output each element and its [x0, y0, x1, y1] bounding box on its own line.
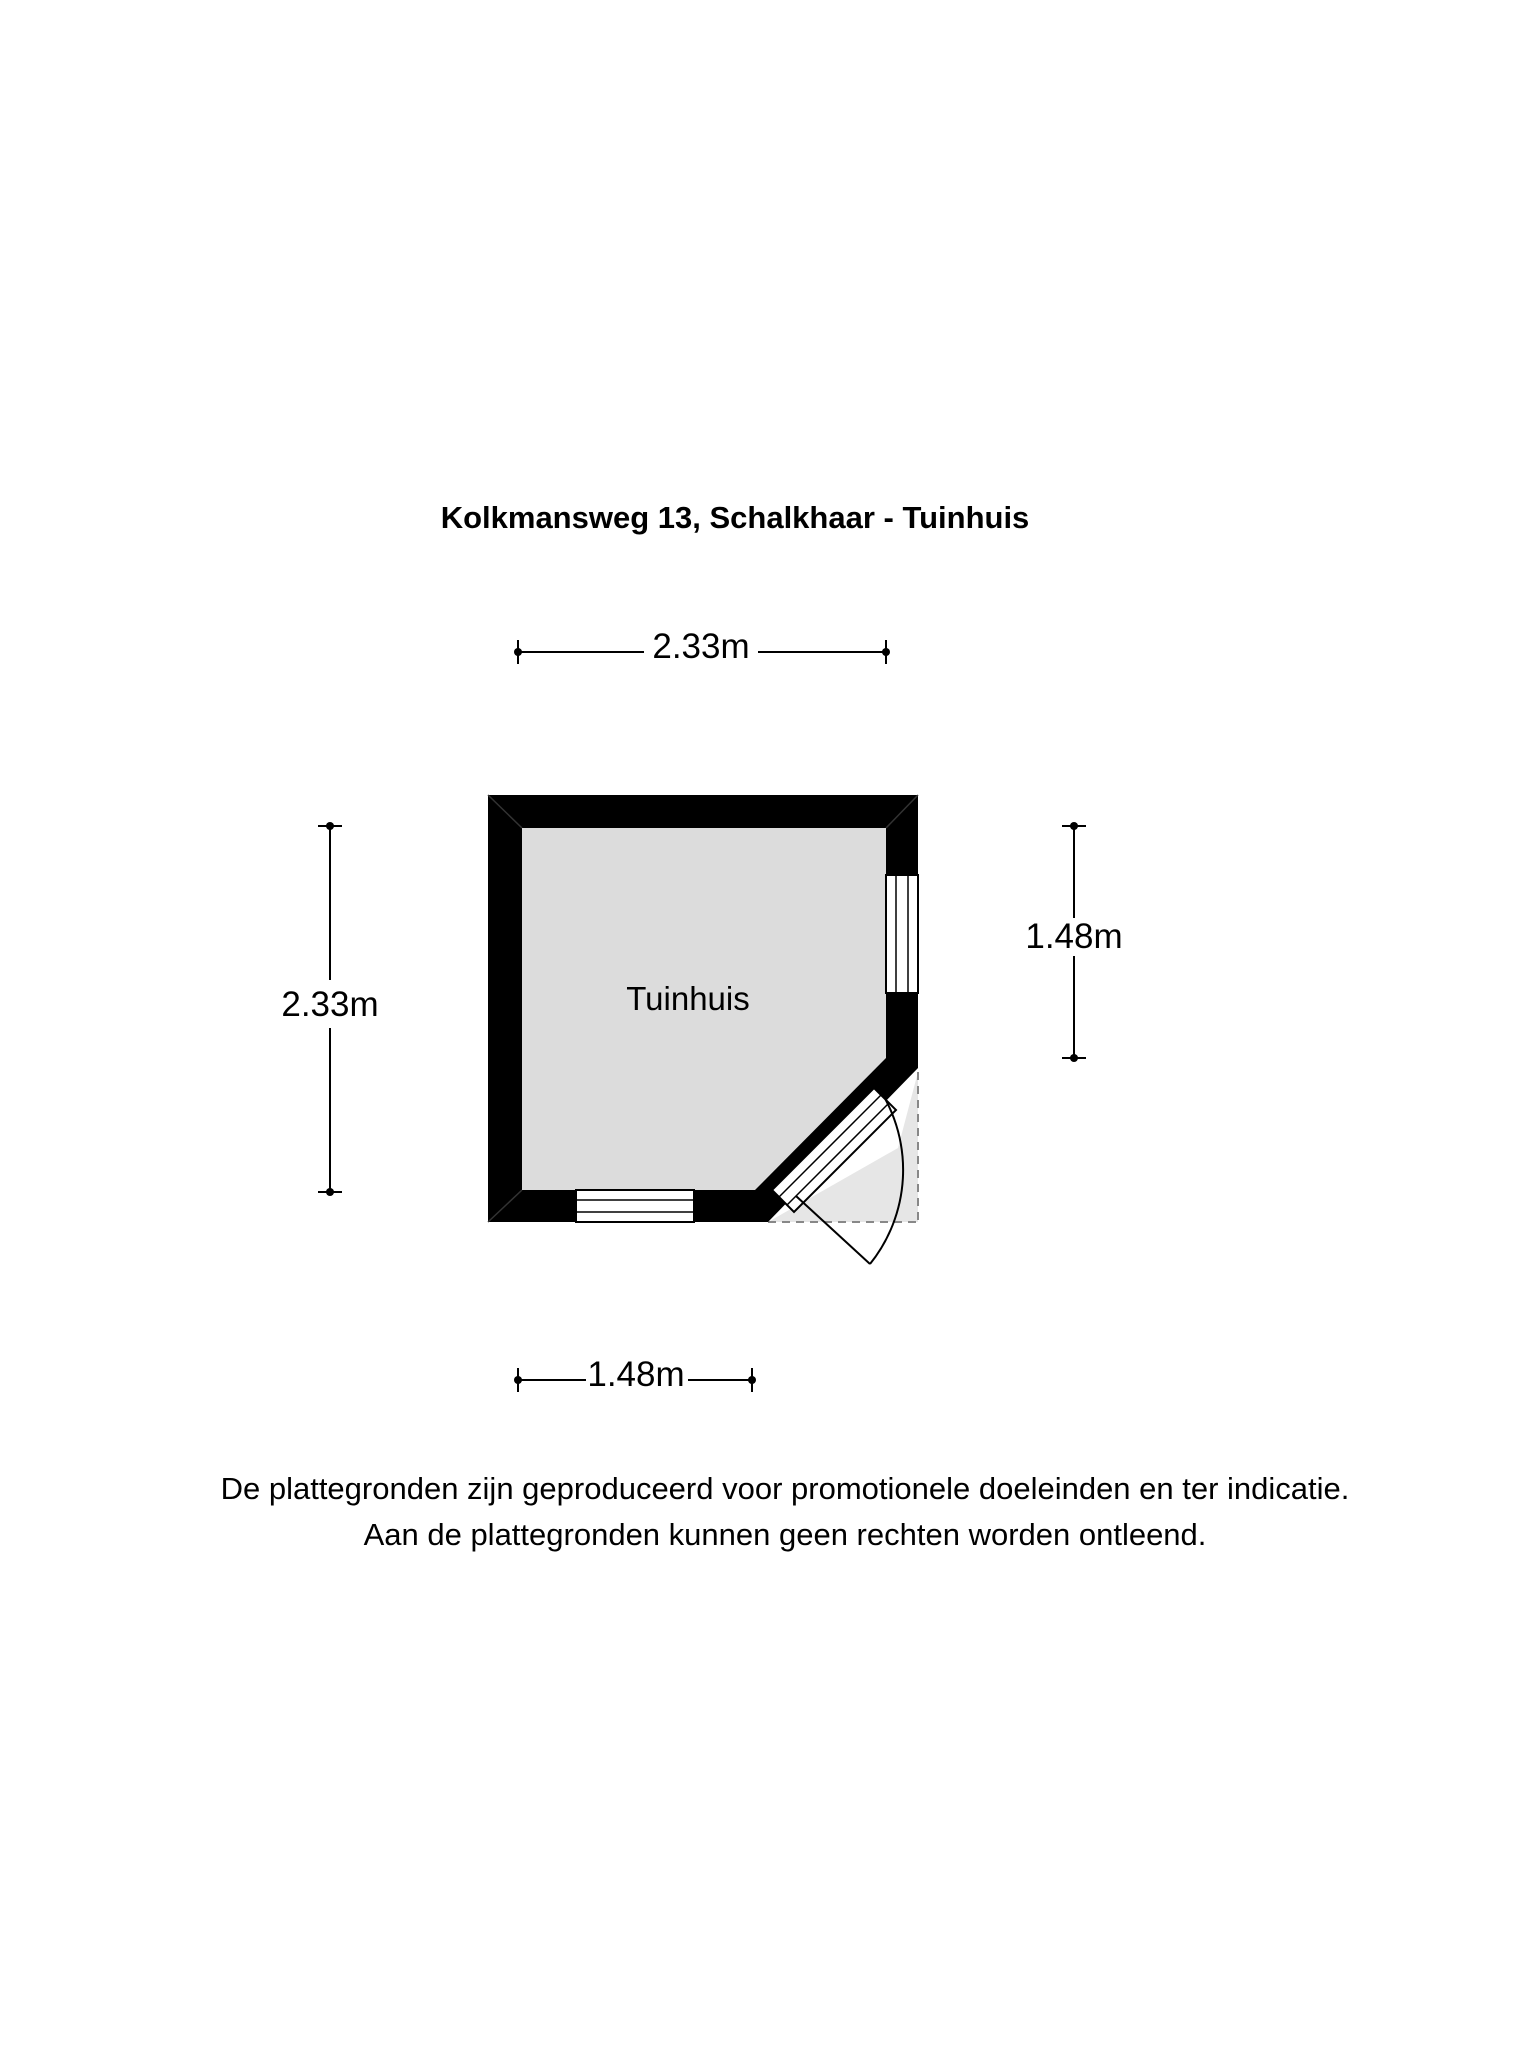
window-bottom: [576, 1190, 694, 1222]
disclaimer-line-2: Aan de plattegronden kunnen geen rechten worden ontleend.: [363, 1517, 1207, 1552]
dimension-left-label: 2.33m: [281, 985, 379, 1024]
plan-title: Kolkmansweg 13, Schalkhaar - Tuinhuis: [440, 500, 1030, 535]
dimension-top-label: 2.33m: [652, 627, 750, 666]
dimension-bottom: [514, 1355, 756, 1394]
room-label: Tuinhuis: [626, 980, 750, 1017]
dimension-right-label: 1.48m: [1025, 917, 1123, 956]
dimension-top: [514, 627, 890, 666]
dimension-left: [281, 822, 378, 1196]
disclaimer: [0, 1466, 1536, 1558]
dimension-bottom-label: 1.48m: [587, 1355, 685, 1394]
dimension-right: [1025, 822, 1122, 1062]
window-right: [886, 875, 918, 993]
disclaimer-line-1: De plattegronden zijn geproduceerd voor promotionele doeleinden en ter indicatie.: [220, 1471, 1350, 1506]
